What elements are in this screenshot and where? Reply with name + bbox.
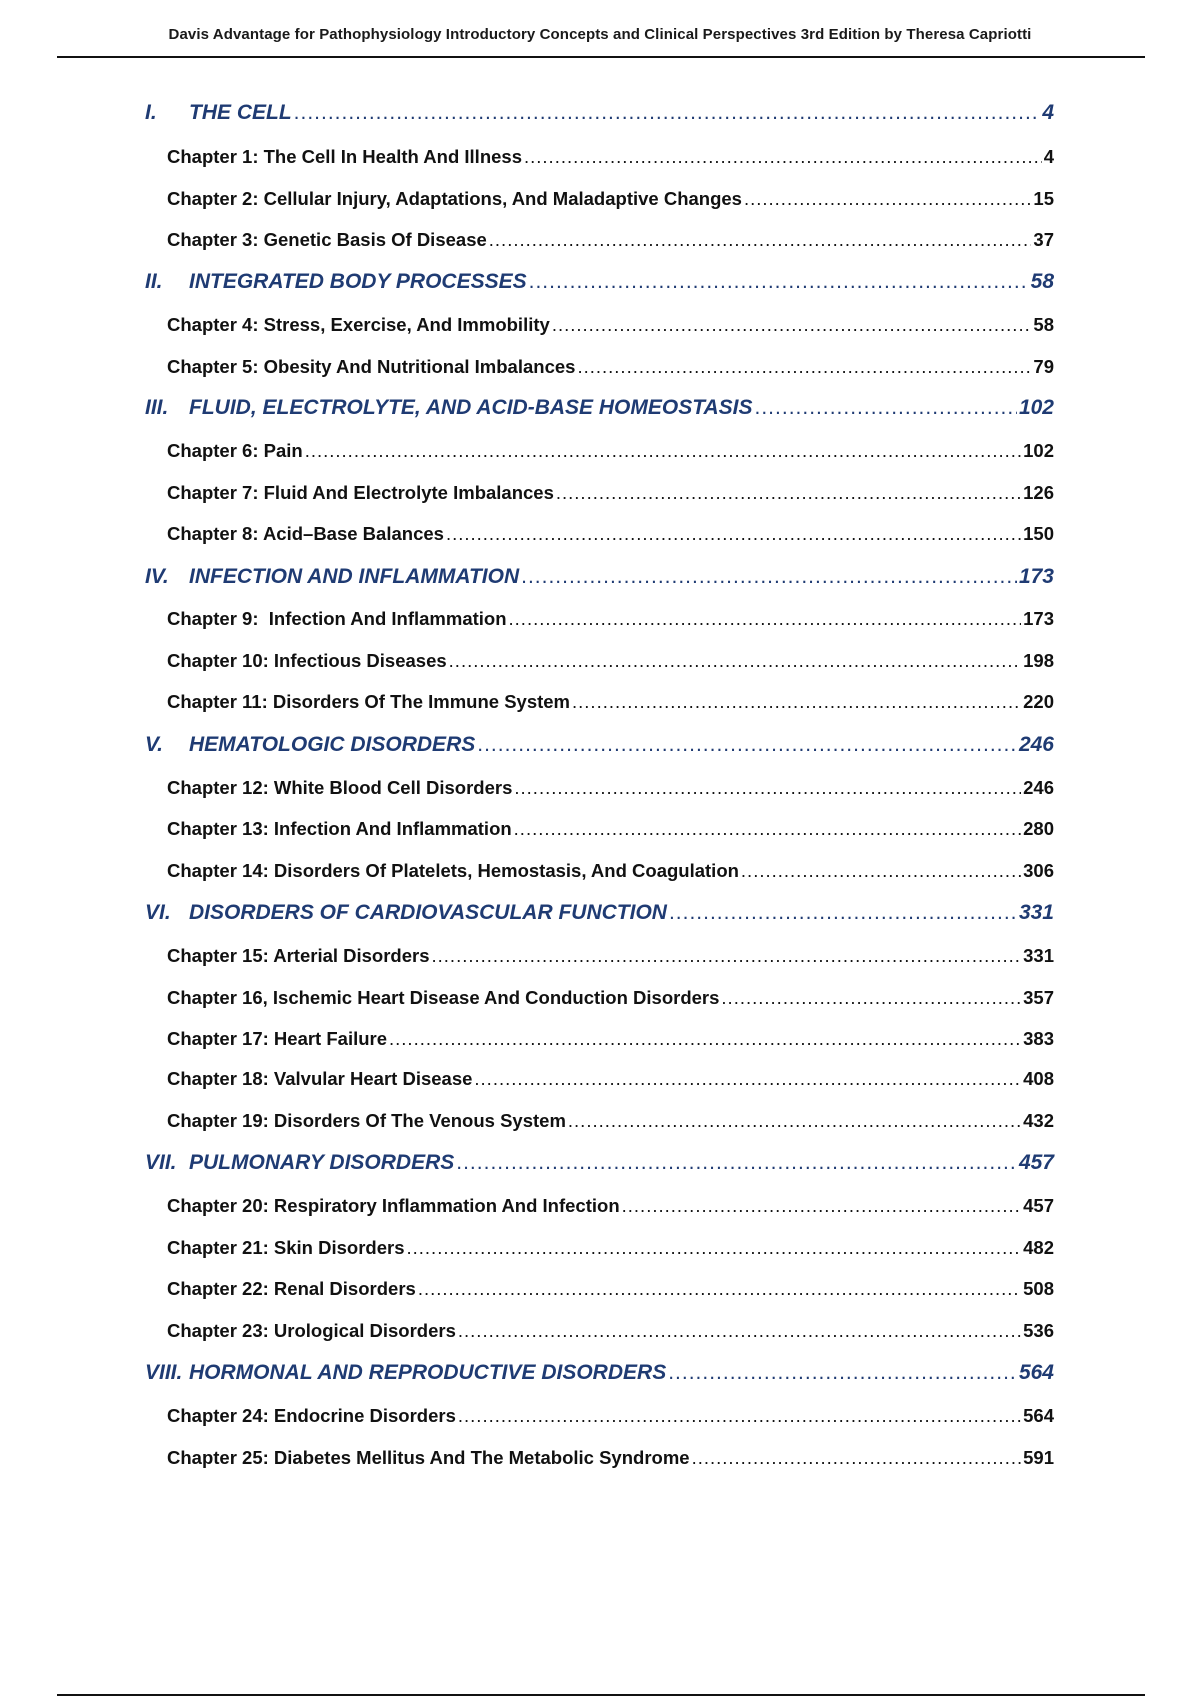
toc-chapter-23[interactable] — [167, 1320, 1054, 1342]
dot-leader — [458, 1405, 1021, 1427]
chapter-title: Chapter 4: Stress, Exercise, And Immobility — [167, 314, 550, 335]
chapter-title: Chapter 6: Pain — [167, 440, 303, 461]
dot-leader — [521, 565, 1017, 589]
part-number: VII. — [145, 1151, 177, 1174]
dot-leader — [458, 1320, 1021, 1342]
dot-leader — [692, 1447, 1022, 1469]
toc-chapter-8[interactable] — [167, 523, 1054, 545]
part-title: DISORDERS OF CARDIOVASCULAR FUNCTION — [189, 901, 667, 924]
chapter-title: Chapter 24: Endocrine Disorders — [167, 1405, 456, 1426]
dot-leader — [432, 945, 1022, 967]
toc-chapter-19[interactable] — [167, 1110, 1054, 1132]
chapter-page-number: 4 — [1043, 146, 1054, 167]
part-page-number: 331 — [1018, 901, 1054, 924]
chapter-page-number: 246 — [1023, 777, 1054, 798]
chapter-page-number: 536 — [1023, 1320, 1054, 1341]
part-page-number: 457 — [1018, 1151, 1054, 1174]
page-header: Davis Advantage for Pathophysiology Introductory Concepts and Clinical Perspectives 3rd Edition by Theresa Capriotti — [168, 26, 1032, 43]
chapter-page-number: 357 — [1023, 987, 1054, 1008]
toc-part-viii[interactable] — [145, 1361, 1054, 1385]
chapter-title: Chapter 10: Infectious Diseases — [167, 650, 447, 671]
chapter-title: Chapter 23: Urological Disorders — [167, 1320, 456, 1341]
dot-leader — [529, 270, 1029, 294]
chapter-page-number: 408 — [1023, 1068, 1054, 1089]
chapter-title: Chapter 14: Disorders Of Platelets, Hemostasis, And Coagulation — [167, 860, 739, 881]
chapter-title: Chapter 19: Disorders Of The Venous System — [167, 1110, 566, 1131]
part-title: HEMATOLOGIC DISORDERS — [189, 733, 476, 756]
dot-leader — [477, 733, 1017, 757]
part-number: VI. — [145, 901, 171, 924]
dot-leader — [524, 146, 1042, 168]
dot-leader — [389, 1028, 1021, 1050]
chapter-title: Chapter 8: Acid–Base Balances — [167, 523, 444, 544]
toc-chapter-4[interactable] — [167, 314, 1054, 336]
dot-leader — [514, 777, 1021, 799]
dot-leader — [577, 356, 1031, 378]
part-page-number: 246 — [1018, 733, 1054, 756]
chapter-title: Chapter 25: Diabetes Mellitus And The Metabolic Syndrome — [167, 1447, 690, 1468]
toc-part-iv[interactable] — [145, 565, 1054, 589]
dot-leader — [744, 188, 1031, 210]
toc-chapter-24[interactable] — [167, 1405, 1054, 1427]
part-number: VIII. — [145, 1361, 183, 1384]
toc-chapter-3[interactable] — [167, 229, 1054, 251]
chapter-title: Chapter 12: White Blood Cell Disorders — [167, 777, 513, 798]
chapter-page-number: 79 — [1033, 356, 1054, 377]
toc-part-vi[interactable] — [145, 901, 1054, 925]
part-number: IV. — [145, 565, 169, 588]
chapter-page-number: 15 — [1033, 188, 1054, 209]
chapter-page-number: 508 — [1023, 1278, 1054, 1299]
chapter-page-number: 457 — [1023, 1195, 1054, 1216]
chapter-page-number: 126 — [1023, 482, 1054, 503]
toc-part-iii[interactable] — [145, 396, 1054, 420]
chapter-page-number: 432 — [1023, 1110, 1054, 1131]
part-number: II. — [145, 270, 163, 293]
part-number: I. — [145, 101, 157, 124]
part-page-number: 102 — [1018, 396, 1054, 419]
toc-chapter-11[interactable] — [167, 691, 1054, 713]
chapter-page-number: 280 — [1023, 818, 1054, 839]
chapter-title: Chapter 17: Heart Failure — [167, 1028, 388, 1049]
chapter-title: Chapter 16, Ischemic Heart Disease And Conduction Disorders — [167, 987, 720, 1008]
toc-chapter-6[interactable] — [167, 440, 1054, 462]
chapter-page-number: 482 — [1023, 1237, 1054, 1258]
chapter-title: Chapter 5: Obesity And Nutritional Imbalances — [167, 356, 576, 377]
toc-chapter-25[interactable] — [167, 1447, 1054, 1469]
part-title: PULMONARY DISORDERS — [189, 1151, 455, 1174]
chapter-page-number: 591 — [1023, 1447, 1054, 1468]
dot-leader — [509, 608, 1022, 630]
chapter-page-number: 306 — [1023, 860, 1054, 881]
chapter-title: Chapter 1: The Cell In Health And Illness — [167, 146, 522, 167]
footer-rule — [57, 1694, 1145, 1696]
chapter-page-number: 220 — [1023, 691, 1054, 712]
part-title: HORMONAL AND REPRODUCTIVE DISORDERS — [189, 1361, 667, 1384]
dot-leader — [741, 860, 1021, 882]
toc-part-v[interactable] — [145, 733, 1054, 757]
toc-chapter-21[interactable] — [167, 1237, 1054, 1259]
dot-leader — [669, 901, 1017, 925]
chapter-page-number: 150 — [1023, 523, 1054, 544]
toc-chapter-13[interactable] — [167, 818, 1054, 840]
toc-chapter-7[interactable] — [167, 482, 1054, 504]
dot-leader — [446, 523, 1021, 545]
toc-chapter-2[interactable] — [167, 188, 1054, 210]
toc-chapter-15[interactable] — [167, 945, 1054, 967]
chapter-page-number: 102 — [1023, 440, 1054, 461]
chapter-page-number: 198 — [1023, 650, 1054, 671]
dot-leader — [294, 101, 1041, 125]
chapter-title: Chapter 15: Arterial Disorders — [167, 945, 430, 966]
dot-leader — [572, 691, 1021, 713]
chapter-page-number: 564 — [1023, 1405, 1054, 1426]
dot-leader — [721, 987, 1021, 1009]
dot-leader — [418, 1278, 1021, 1300]
part-page-number: 58 — [1030, 270, 1054, 293]
chapter-page-number: 173 — [1023, 608, 1054, 629]
toc-part-vii[interactable] — [145, 1151, 1054, 1175]
chapter-page-number: 37 — [1033, 229, 1054, 250]
part-title: INFECTION AND INFLAMMATION — [189, 565, 520, 588]
dot-leader — [622, 1195, 1021, 1217]
part-title: FLUID, ELECTROLYTE, AND ACID-BASE HOMEOSTASIS — [189, 396, 753, 419]
chapter-page-number: 58 — [1033, 314, 1054, 335]
part-title: THE CELL — [189, 101, 292, 124]
toc-chapter-22[interactable] — [167, 1278, 1054, 1300]
part-page-number: 564 — [1018, 1361, 1054, 1384]
dot-leader — [489, 229, 1032, 251]
dot-leader — [552, 314, 1032, 336]
toc-chapter-9[interactable] — [167, 608, 1054, 630]
toc-chapter-14[interactable] — [167, 860, 1054, 882]
chapter-title: Chapter 21: Skin Disorders — [167, 1237, 405, 1258]
chapter-page-number: 331 — [1023, 945, 1054, 966]
chapter-title: Chapter 7: Fluid And Electrolyte Imbalances — [167, 482, 554, 503]
dot-leader — [568, 1110, 1021, 1132]
dot-leader — [474, 1068, 1021, 1090]
chapter-title: Chapter 20: Respiratory Inflammation And Infection — [167, 1195, 620, 1216]
chapter-title: Chapter 2: Cellular Injury, Adaptations, And Maladaptive Changes — [167, 188, 742, 209]
dot-leader — [407, 1237, 1022, 1259]
part-title: INTEGRATED BODY PROCESSES — [189, 270, 527, 293]
dot-leader — [755, 396, 1017, 420]
dot-leader — [556, 482, 1021, 504]
chapter-title: Chapter 3: Genetic Basis Of Disease — [167, 229, 487, 250]
part-page-number: 4 — [1042, 101, 1054, 124]
toc-chapter-16[interactable] — [167, 987, 1054, 1009]
toc-chapter-10[interactable] — [167, 650, 1054, 672]
dot-leader — [305, 440, 1021, 462]
toc-chapter-12[interactable] — [167, 777, 1054, 799]
toc-part-ii[interactable] — [145, 270, 1054, 294]
part-number: V. — [145, 733, 163, 756]
chapter-page-number: 383 — [1023, 1028, 1054, 1049]
toc-chapter-1[interactable] — [167, 146, 1054, 168]
chapter-title: Chapter 11: Disorders Of The Immune System — [167, 691, 571, 712]
dot-leader — [449, 650, 1021, 672]
chapter-title: Chapter 9: Infection And Inflammation — [167, 608, 507, 629]
dot-leader — [514, 818, 1021, 840]
toc-chapter-18[interactable] — [167, 1068, 1054, 1090]
toc-chapter-20[interactable] — [167, 1195, 1054, 1217]
header-rule — [57, 56, 1145, 58]
toc-chapter-5[interactable] — [167, 356, 1054, 378]
chapter-title: Chapter 18: Valvular Heart Disease — [167, 1068, 473, 1089]
part-number: III. — [145, 396, 169, 419]
part-page-number: 173 — [1018, 565, 1054, 588]
toc-chapter-17[interactable] — [167, 1028, 1054, 1050]
toc-part-i[interactable] — [145, 101, 1054, 125]
dot-leader — [668, 1361, 1017, 1385]
dot-leader — [456, 1151, 1017, 1175]
chapter-title: Chapter 13: Infection And Inflammation — [167, 818, 512, 839]
chapter-title: Chapter 22: Renal Disorders — [167, 1278, 416, 1299]
